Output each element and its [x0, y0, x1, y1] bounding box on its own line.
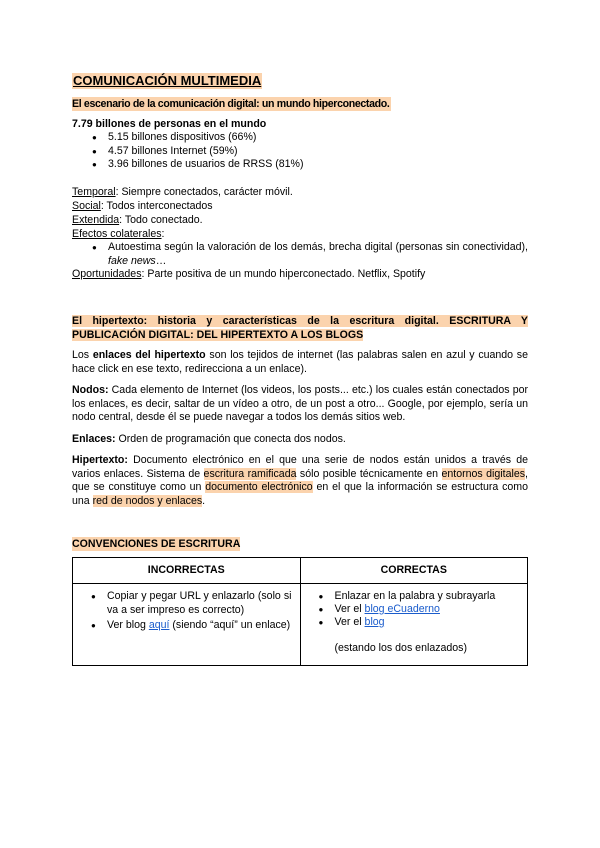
p1-start: Los	[72, 349, 93, 361]
header-correctas: CORRECTAS	[300, 558, 528, 584]
list-item: ● 3.96 billones de usuarios de RRSS (81%)	[90, 158, 430, 172]
enlaces-text: Orden de programación que conecta dos nodos.	[115, 433, 346, 445]
hiper-text-4: en el que la información se estructura como una	[72, 481, 529, 507]
blog-ecuaderno-link[interactable]: blog eCuaderno	[364, 603, 440, 615]
hiper-text-2: sólo posible técnicamente en	[296, 467, 442, 480]
fake-news-text: fake news	[108, 254, 156, 267]
nodos-text: Cada elemento de Internet (los videos, los posts... etc.) los cuales están conectados por los enlaces, es decir, saltar de un vídeo a otro, de un post a otro... Google, por ejemplo, sería un nodo central, desde él se puede navegar a todos los demás sitios web.	[72, 384, 528, 424]
list-item: ● 4.57 billones Internet (59%)	[90, 145, 430, 159]
social-line	[72, 200, 213, 214]
temporal-text: : Siempre conectados, carácter móvil.	[115, 186, 293, 198]
section2-heading-text: El hipertexto: historia y características de la escritura digital. ESCRITURA Y PUBLICACIÓN DIGITAL: DEL HIPERTEXTO A LOS BLOGS	[72, 315, 528, 341]
temporal-line	[72, 186, 293, 200]
extendida-line	[72, 214, 203, 228]
extendida-text: : Todo conectado.	[119, 214, 203, 226]
hiper-text-1: Documento electrónico en el que una serie de nodos están unidos a través de varios enlaces. Sistema de	[72, 454, 528, 480]
incorrect-2-text-b: (siendo “aquí” un enlace)	[169, 619, 291, 632]
temporal-label: Temporal	[72, 186, 116, 198]
efectos-list	[90, 241, 528, 268]
correct-cell	[300, 584, 528, 666]
page-title: COMUNICACIÓN MULTIMEDIA	[73, 73, 262, 88]
correct-3-text: Ver el	[334, 616, 365, 628]
incorrect-list	[81, 590, 292, 633]
table-row	[73, 584, 528, 666]
section2-heading	[72, 314, 528, 342]
section3-heading: CONVENCIONES DE ESCRITURA	[72, 538, 241, 550]
paragraph-enlaces-hipertexto	[72, 349, 528, 376]
hiper-text-3: , que se constituye como un	[72, 467, 528, 494]
list-item	[317, 603, 520, 616]
stats-list	[90, 131, 430, 172]
list-item	[89, 619, 292, 633]
list-item: ● 5.15 billones dispositivos (66%)	[90, 131, 430, 145]
oportunidades-label: Oportunidades	[72, 268, 142, 280]
paragraph-nodos	[72, 384, 528, 425]
paragraph-enlaces	[72, 433, 528, 447]
efectos-label: Efectos colaterales	[72, 228, 162, 240]
incorrect-cell	[73, 584, 301, 666]
list-item	[90, 241, 528, 268]
correct-note: (estando los dos enlazados)	[334, 642, 468, 654]
highlight-documento-electronico: documento electrónico	[205, 481, 313, 494]
conventions-table	[72, 557, 528, 666]
nodos-label: Nodos:	[72, 384, 109, 396]
p1-bold: enlaces del hipertexto	[92, 349, 206, 361]
stat-heading: 7.79 billones de personas en el mundo	[72, 118, 267, 130]
hiper-text-5: .	[202, 494, 206, 507]
aqui-link[interactable]: aquí	[148, 619, 170, 632]
paragraph-hipertexto	[72, 454, 528, 508]
blog-link[interactable]: blog	[364, 616, 385, 628]
highlight-escritura-ramificada: escritura ramificada	[203, 467, 297, 480]
hipertexto-label: Hipertexto:	[72, 454, 128, 466]
table-header-row	[73, 558, 528, 584]
correct-2-text: Ver el	[334, 603, 365, 615]
social-label: Social	[72, 200, 101, 212]
list-item: ● Copiar y pegar URL y enlazarlo (solo si va a ser impreso es correcto)	[89, 590, 292, 617]
efectos-line	[72, 228, 164, 242]
oportunidades-line	[72, 268, 425, 282]
enlaces-label: Enlaces:	[72, 433, 116, 445]
section1-heading: El escenario de la comunicación digital: un mundo hiperconectado.	[72, 98, 390, 110]
highlight-red-nodos: red de nodos y enlaces	[92, 494, 203, 507]
list-item	[317, 616, 520, 629]
correct-list	[309, 590, 520, 629]
p1-rest: son los tejidos de internet (las palabras salen en azul y cuando se hace click en ese texto, redirecciona a un enlace).	[72, 349, 528, 375]
incorrect-2-text-a: Ver blog	[107, 619, 149, 632]
efectos-bullet-end: …	[155, 254, 167, 267]
efectos-bullet-text: Autoestima según la valoración de los demás, brecha digital (personas sin conectividad),	[108, 241, 528, 253]
list-item: ● Enlazar en la palabra y subrayarla	[317, 590, 520, 603]
extendida-label: Extendida	[72, 214, 120, 226]
oportunidades-text: : Parte positiva de un mundo hiperconectado. Netflix, Spotify	[141, 268, 426, 280]
highlight-entornos-digitales: entornos digitales	[441, 467, 526, 480]
social-text: : Todos interconectados	[100, 200, 213, 212]
header-incorrectas: INCORRECTAS	[73, 558, 301, 584]
efectos-colon: :	[161, 228, 165, 240]
